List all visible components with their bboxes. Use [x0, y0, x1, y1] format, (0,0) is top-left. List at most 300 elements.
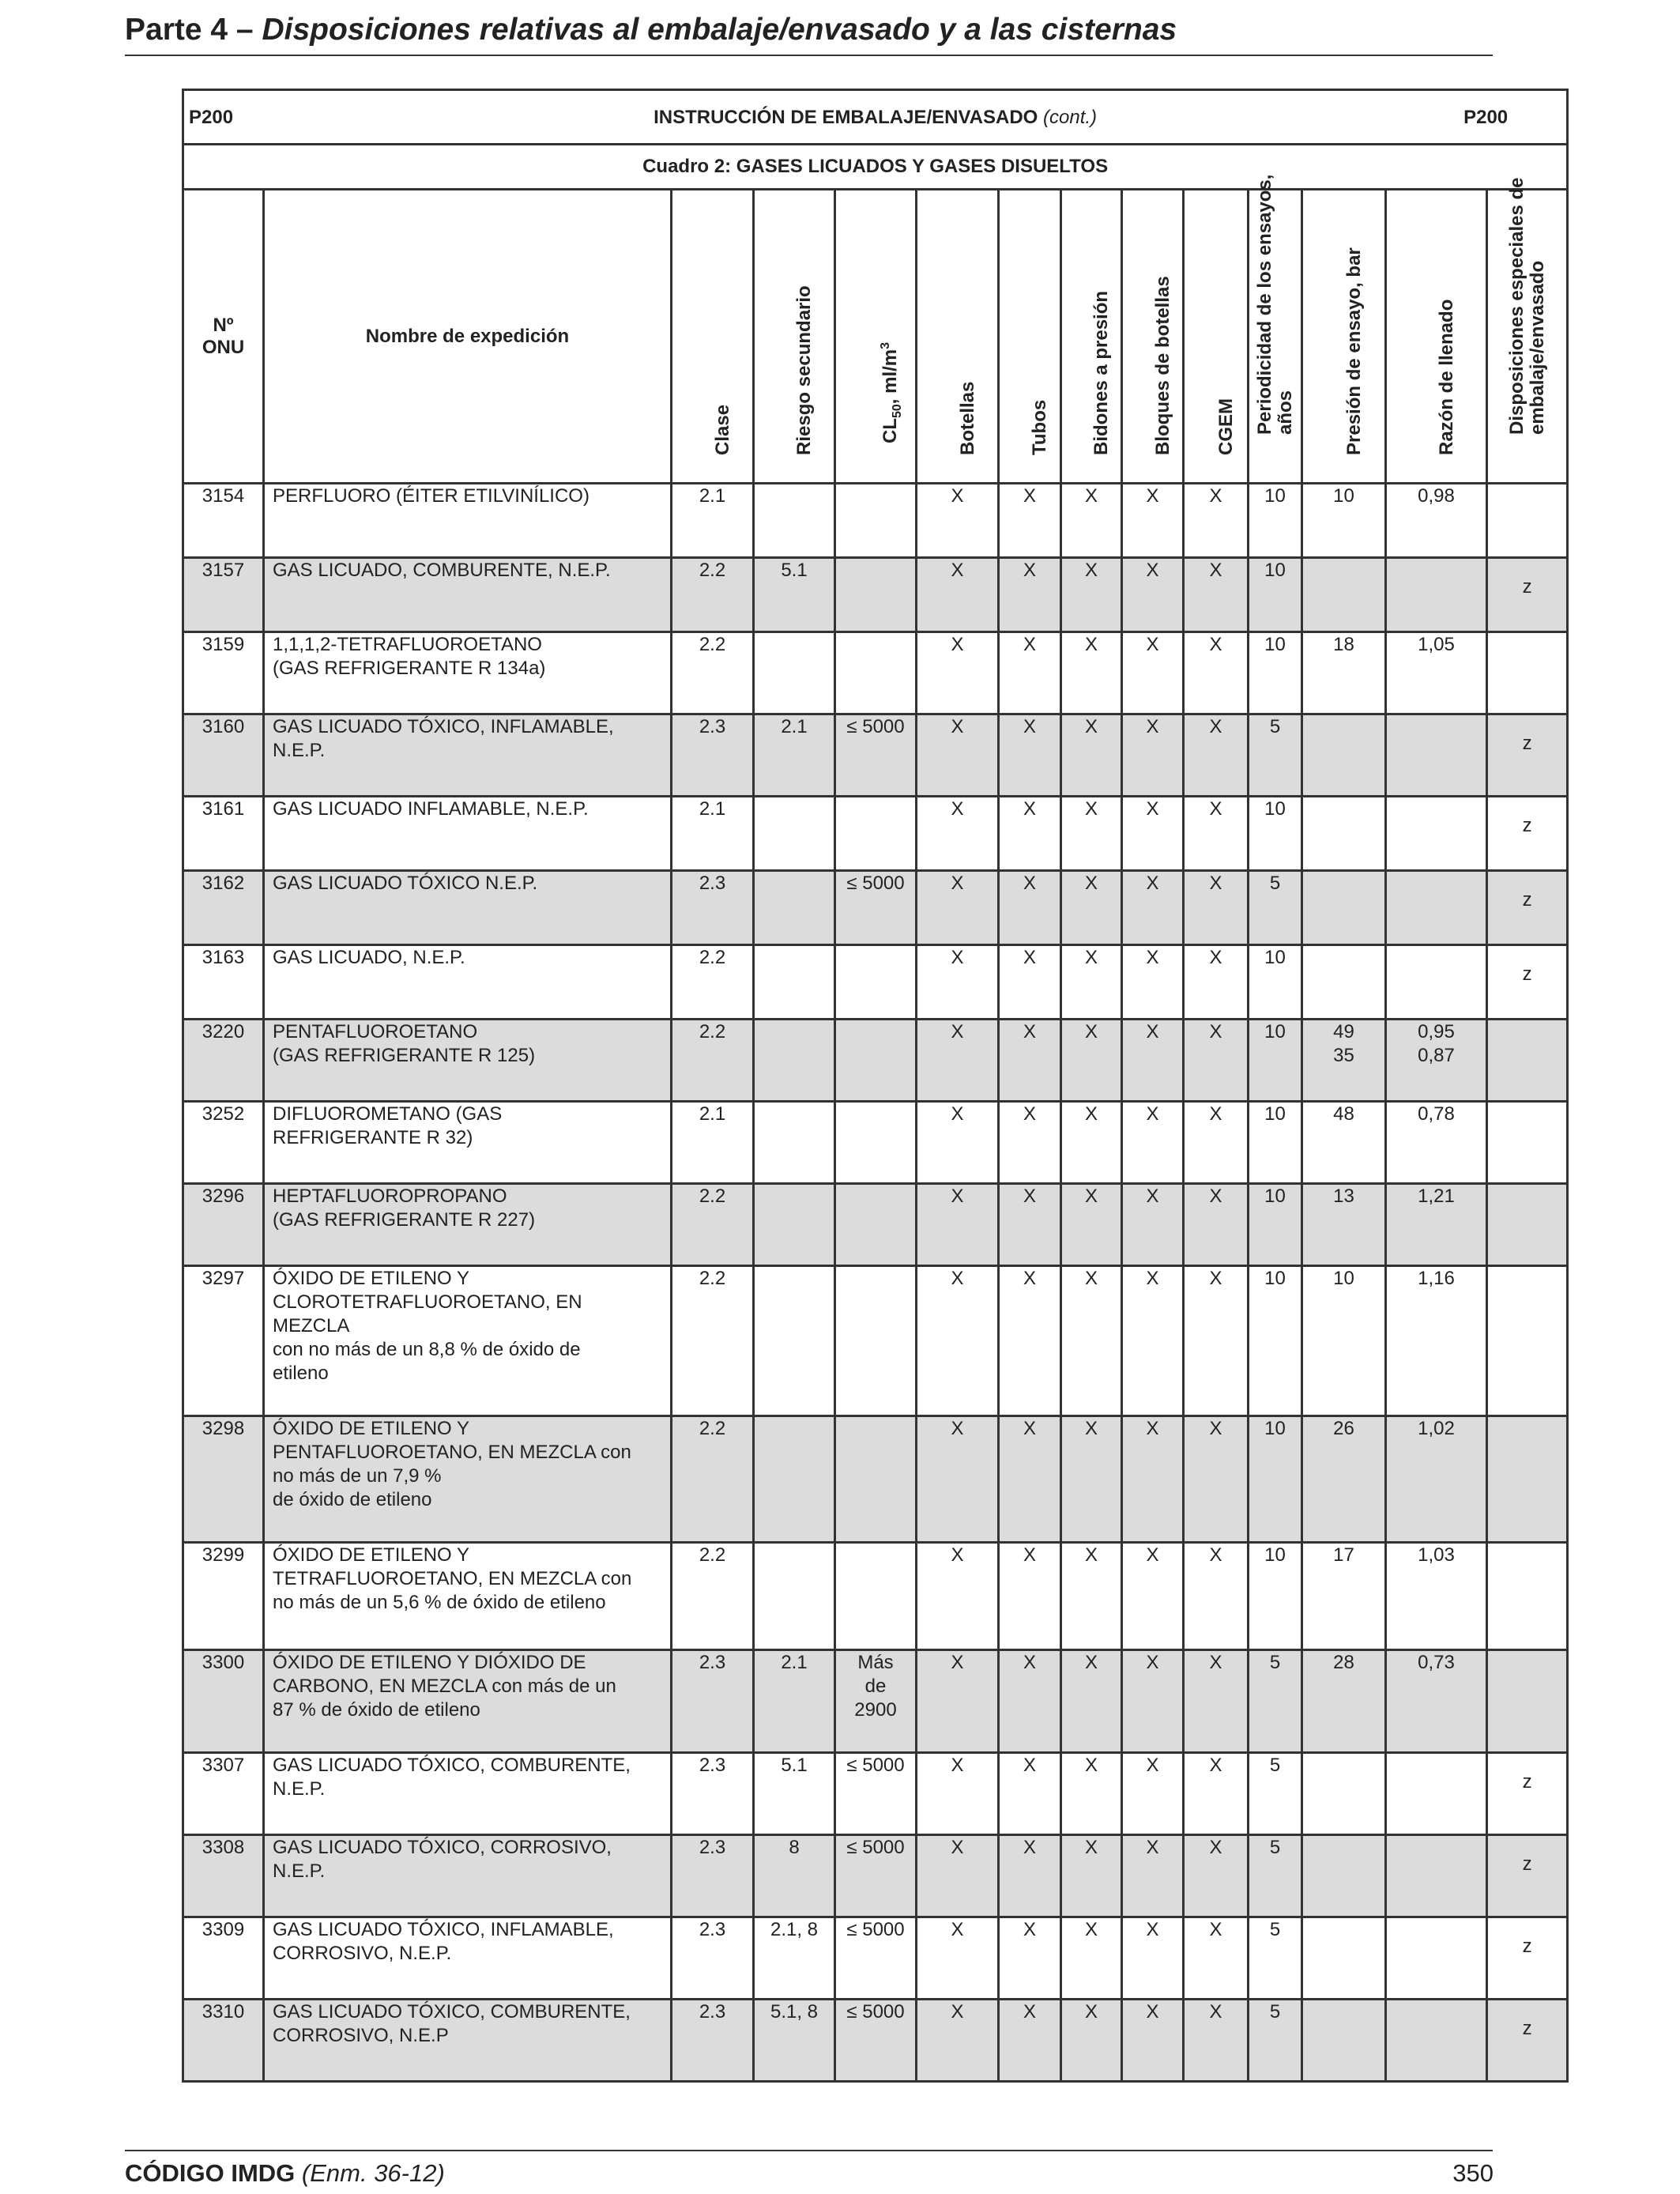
special-provisions-cell: [1487, 1543, 1568, 1650]
megc-cell: X: [1184, 797, 1249, 871]
lc50-cell-line: ≤ 5000: [846, 1919, 905, 1940]
un-number-cell: 3299: [183, 1543, 264, 1650]
class-cell: 2.2: [672, 558, 754, 632]
filling-ratio-cell: [1386, 1266, 1487, 1416]
subsidiary-risk-cell: [754, 871, 835, 945]
class-cell: 2.3: [672, 1753, 754, 1835]
shipping-name-cell-line: ÓXIDO DE ETILENO Y: [273, 1268, 469, 1289]
lc50-cell-line: 2900: [854, 1699, 897, 1721]
pressure-drums-cell: X: [1061, 1416, 1122, 1543]
filling-ratio-cell: [1386, 871, 1487, 945]
shipping-name-cell-line: GAS LICUADO TÓXICO, COMBURENTE,: [273, 2001, 631, 2022]
shipping-name-cell-line: GAS LICUADO TÓXICO, INFLAMABLE,: [273, 716, 614, 737]
lc50-cell: [835, 2000, 917, 2082]
table-title-cell: [183, 90, 1568, 145]
filling-ratio-cell-line: 1,21: [1418, 1186, 1455, 1207]
shipping-name-cell-line: no más de un 5,6 % de óxido de etileno: [273, 1592, 606, 1613]
table-row: [183, 1184, 1568, 1266]
cl50-main: CL: [880, 418, 901, 444]
test-period-cell: 5: [1249, 2000, 1302, 2082]
class-cell: 2.3: [672, 2000, 754, 2082]
megc-cell: X: [1184, 1917, 1249, 2000]
pressure-drums-cell: X: [1061, 1753, 1122, 1835]
shipping-name-cell-line: PERFLUORO (ÉITER ETILVINÍLICO): [273, 485, 590, 507]
lc50-cell: [835, 1266, 917, 1416]
shipping-name-cell-line: N.E.P.: [273, 1860, 326, 1882]
test-pressure-cell-line: 49: [1333, 1021, 1354, 1042]
table-row: [183, 2000, 1568, 2082]
pressure-drums-cell: X: [1061, 1917, 1122, 2000]
col-header-cgem-text: CGEM: [1215, 398, 1237, 455]
test-pressure-cell: [1302, 797, 1386, 871]
test-pressure-cell-line: 28: [1333, 1652, 1354, 1673]
shipping-name-cell: [264, 1835, 672, 1917]
col-header-tubos: [999, 190, 1061, 484]
un-number-cell: 3220: [183, 1020, 264, 1102]
lc50-cell-line: de: [864, 1676, 887, 1697]
cylinders-cell: X: [917, 1416, 999, 1543]
special-provisions-cell: z: [1487, 714, 1568, 797]
test-pressure-cell: [1302, 1917, 1386, 2000]
table-row: [183, 558, 1568, 632]
subsidiary-risk-cell: [754, 1102, 835, 1184]
col-header-onu-line2: ONU: [202, 336, 245, 358]
shipping-name-cell-line: (GAS REFRIGERANTE R 227): [273, 1209, 536, 1231]
subsidiary-risk-cell: [754, 1266, 835, 1416]
table-row: [183, 1835, 1568, 1917]
test-pressure-cell: [1302, 558, 1386, 632]
instruction-code-left: P200: [189, 107, 234, 128]
lc50-cell: [835, 1917, 917, 2000]
un-number-cell: 3296: [183, 1184, 264, 1266]
un-number-cell: 3297: [183, 1266, 264, 1416]
tubes-cell: X: [999, 945, 1061, 1020]
pressure-drums-cell: X: [1061, 1020, 1122, 1102]
test-period-cell: 5: [1249, 1917, 1302, 2000]
shipping-name-cell: [264, 558, 672, 632]
class-cell: 2.1: [672, 797, 754, 871]
cylinders-cell: X: [917, 1835, 999, 1917]
cylinders-cell: X: [917, 632, 999, 714]
special-provisions-cell: z: [1487, 945, 1568, 1020]
shipping-name-cell: [264, 1184, 672, 1266]
tubes-cell: X: [999, 1266, 1061, 1416]
table-row: [183, 1416, 1568, 1543]
tubes-cell: X: [999, 1753, 1061, 1835]
test-pressure-cell: [1302, 1184, 1386, 1266]
un-number-cell: 3159: [183, 632, 264, 714]
test-period-cell: 5: [1249, 714, 1302, 797]
class-cell: 2.3: [672, 1917, 754, 2000]
instruction-title: [184, 107, 1566, 129]
megc-cell: X: [1184, 484, 1249, 558]
footer-code-text: CÓDIGO IMDG: [125, 2159, 296, 2187]
header-rule: [125, 55, 1493, 56]
lc50-cell-line: ≤ 5000: [846, 873, 905, 894]
class-cell: 2.2: [672, 1184, 754, 1266]
filling-ratio-cell: [1386, 2000, 1487, 2082]
shipping-name-cell-line: TETRAFLUOROETANO, EN MEZCLA con: [273, 1568, 632, 1589]
bundles-cell: X: [1122, 1543, 1184, 1650]
megc-cell: X: [1184, 632, 1249, 714]
lc50-cell-line: ≤ 5000: [846, 716, 905, 737]
table-body: [183, 484, 1568, 2082]
col-header-periodicidad-line1: Periodicidad de los ensayos,: [1253, 174, 1275, 435]
filling-ratio-cell-line: 0,73: [1418, 1652, 1455, 1673]
cylinders-cell: X: [917, 1650, 999, 1753]
lc50-cell: [835, 1102, 917, 1184]
shipping-name-cell-line: no más de un 7,9 %: [273, 1465, 442, 1487]
test-pressure-cell: [1302, 632, 1386, 714]
tubes-cell: X: [999, 484, 1061, 558]
special-provisions-cell: z: [1487, 1835, 1568, 1917]
col-header-bidones: [1061, 190, 1122, 484]
bundles-cell: X: [1122, 1184, 1184, 1266]
shipping-name-cell: [264, 1917, 672, 2000]
column-header-row: [183, 190, 1568, 484]
tubes-cell: X: [999, 1835, 1061, 1917]
un-number-cell: 3157: [183, 558, 264, 632]
special-provisions-cell: z: [1487, 1917, 1568, 2000]
filling-ratio-cell: [1386, 1543, 1487, 1650]
pressure-drums-cell: X: [1061, 632, 1122, 714]
cylinders-cell: X: [917, 1917, 999, 2000]
tubes-cell: X: [999, 1650, 1061, 1753]
test-period-cell: 5: [1249, 871, 1302, 945]
lc50-cell: [835, 1835, 917, 1917]
header-title: Disposiciones relativas al embalaje/envasado y a las cisternas: [262, 13, 1177, 47]
shipping-name-cell-line: DIFLUOROMETANO (GAS: [273, 1103, 503, 1125]
col-header-bidones-text: Bidones a presión: [1090, 290, 1112, 455]
shipping-name-cell: [264, 632, 672, 714]
shipping-name-cell-line: N.E.P.: [273, 740, 326, 761]
filling-ratio-cell-line: 0,95: [1418, 1021, 1455, 1042]
table-row: [183, 871, 1568, 945]
megc-cell: X: [1184, 558, 1249, 632]
filling-ratio-cell: [1386, 1917, 1487, 2000]
test-period-cell: 10: [1249, 1184, 1302, 1266]
special-provisions-cell: [1487, 484, 1568, 558]
table-row: [183, 632, 1568, 714]
lc50-cell: [835, 1020, 917, 1102]
shipping-name-cell: [264, 1650, 672, 1753]
un-number-cell: 3309: [183, 1917, 264, 2000]
cylinders-cell: X: [917, 797, 999, 871]
subsidiary-risk-cell: [754, 797, 835, 871]
tubes-cell: X: [999, 1184, 1061, 1266]
test-pressure-cell-line: 17: [1333, 1544, 1354, 1566]
shipping-name-cell-line: GAS LICUADO TÓXICO, CORROSIVO,: [273, 1837, 612, 1858]
pressure-drums-cell: X: [1061, 1835, 1122, 1917]
shipping-name-cell-line: ÓXIDO DE ETILENO Y: [273, 1544, 469, 1566]
megc-cell: X: [1184, 1184, 1249, 1266]
filling-ratio-cell-line: 1,03: [1418, 1544, 1455, 1566]
col-header-onu-line1: Nº: [213, 314, 234, 336]
pressure-drums-cell: X: [1061, 2000, 1122, 2082]
filling-ratio-cell: [1386, 632, 1487, 714]
filling-ratio-cell: [1386, 1020, 1487, 1102]
cl50-sup: 3: [879, 342, 892, 350]
megc-cell: X: [1184, 1543, 1249, 1650]
class-cell: 2.2: [672, 1266, 754, 1416]
shipping-name-cell-line: CLOROTETRAFLUOROETANO, EN: [273, 1291, 582, 1313]
shipping-name-cell: [264, 714, 672, 797]
test-pressure-cell: [1302, 1266, 1386, 1416]
shipping-name-cell-line: PENTAFLUOROETANO: [273, 1021, 478, 1042]
special-provisions-cell: [1487, 1416, 1568, 1543]
bundles-cell: X: [1122, 714, 1184, 797]
test-pressure-cell-line: 10: [1333, 1268, 1354, 1289]
shipping-name-cell-line: ÓXIDO DE ETILENO Y: [273, 1418, 469, 1439]
test-pressure-cell: [1302, 484, 1386, 558]
un-number-cell: 3163: [183, 945, 264, 1020]
cylinders-cell: X: [917, 1753, 999, 1835]
pressure-drums-cell: X: [1061, 1650, 1122, 1753]
table-row: [183, 1650, 1568, 1753]
shipping-name-cell: [264, 797, 672, 871]
cylinders-cell: X: [917, 1266, 999, 1416]
bundles-cell: X: [1122, 558, 1184, 632]
test-pressure-cell-line: 18: [1333, 634, 1354, 655]
cylinders-cell: X: [917, 1102, 999, 1184]
un-number-cell: 3310: [183, 2000, 264, 2082]
tubes-cell: X: [999, 1020, 1061, 1102]
shipping-name-cell: [264, 1416, 672, 1543]
col-header-periodicidad: [1249, 174, 1302, 484]
shipping-name-cell-line: CORROSIVO, N.E.P.: [273, 1943, 452, 1964]
special-provisions-cell: [1487, 632, 1568, 714]
pressure-drums-cell: X: [1061, 1543, 1122, 1650]
test-period-cell: 10: [1249, 945, 1302, 1020]
test-pressure-cell: [1302, 945, 1386, 1020]
pressure-drums-cell: X: [1061, 1184, 1122, 1266]
shipping-name-cell-line: de óxido de etileno: [273, 1489, 432, 1510]
test-pressure-cell-line: 26: [1333, 1418, 1354, 1439]
table-row: [183, 484, 1568, 558]
shipping-name-cell-line: HEPTAFLUOROPROPANO: [273, 1186, 507, 1207]
lc50-cell: [835, 714, 917, 797]
shipping-name-cell-line: ÓXIDO DE ETILENO Y DIÓXIDO DE: [273, 1652, 586, 1673]
special-provisions-cell: z: [1487, 1753, 1568, 1835]
cylinders-cell: X: [917, 1184, 999, 1266]
col-header-razon-text: Razón de llenado: [1435, 299, 1457, 455]
test-pressure-cell-line: 10: [1333, 485, 1354, 507]
page-header: [125, 13, 1177, 47]
lc50-cell: [835, 1416, 917, 1543]
table-row: [183, 714, 1568, 797]
tubes-cell: X: [999, 1543, 1061, 1650]
special-provisions-cell: z: [1487, 2000, 1568, 2082]
class-cell: 2.2: [672, 945, 754, 1020]
test-period-cell: 10: [1249, 632, 1302, 714]
col-header-riesgo-text: Riesgo secundario: [793, 285, 815, 455]
lc50-cell: [835, 484, 917, 558]
pressure-drums-cell: X: [1061, 945, 1122, 1020]
lc50-cell: [835, 1543, 917, 1650]
cylinders-cell: X: [917, 945, 999, 1020]
subsidiary-risk-cell: [754, 1416, 835, 1543]
special-provisions-cell: z: [1487, 797, 1568, 871]
tubes-cell: X: [999, 558, 1061, 632]
un-number-cell: 3154: [183, 484, 264, 558]
test-period-cell: 10: [1249, 484, 1302, 558]
shipping-name-cell: [264, 1543, 672, 1650]
megc-cell: X: [1184, 2000, 1249, 2082]
filling-ratio-cell-line: 1,05: [1418, 634, 1455, 655]
class-cell: 2.1: [672, 1102, 754, 1184]
shipping-name-cell: [264, 945, 672, 1020]
filling-ratio-cell: [1386, 714, 1487, 797]
filling-ratio-cell-line: 0,87: [1418, 1045, 1455, 1066]
subsidiary-risk-cell: 2.1, 8: [754, 1917, 835, 2000]
shipping-name-cell-line: etileno: [273, 1363, 329, 1384]
cylinders-cell: X: [917, 484, 999, 558]
class-cell: 2.3: [672, 714, 754, 797]
test-period-cell: 10: [1249, 1543, 1302, 1650]
class-cell: 2.3: [672, 1835, 754, 1917]
col-header-periodicidad-line2: años: [1274, 390, 1296, 435]
filling-ratio-cell: [1386, 1835, 1487, 1917]
un-number-cell: 3252: [183, 1102, 264, 1184]
instruction-code-right: P200: [1463, 107, 1509, 128]
col-header-disp-line2: embalaje/envasado: [1526, 260, 1548, 435]
un-number-cell: 3160: [183, 714, 264, 797]
col-header-clase: [672, 190, 754, 484]
class-cell: 2.3: [672, 871, 754, 945]
table-subtitle: Cuadro 2: GASES LICUADOS Y GASES DISUELTOS: [183, 145, 1568, 190]
filling-ratio-cell: [1386, 484, 1487, 558]
table-row: [183, 1102, 1568, 1184]
tubes-cell: X: [999, 797, 1061, 871]
test-pressure-cell: [1302, 1835, 1386, 1917]
col-header-cl50-text: [876, 342, 908, 443]
test-period-cell: 10: [1249, 1266, 1302, 1416]
shipping-name-cell-line: PENTAFLUOROETANO, EN MEZCLA con: [273, 1442, 631, 1463]
test-pressure-cell: [1302, 1753, 1386, 1835]
table-row: [183, 1266, 1568, 1416]
col-header-onu: [183, 190, 264, 484]
col-header-botellas: [917, 190, 999, 484]
shipping-name-cell-line: REFRIGERANTE R 32): [273, 1127, 473, 1148]
bundles-cell: X: [1122, 484, 1184, 558]
col-header-presion: [1302, 190, 1386, 484]
filling-ratio-cell-line: 0,78: [1418, 1103, 1455, 1125]
header-part: Parte 4 –: [125, 13, 262, 47]
megc-cell: X: [1184, 1102, 1249, 1184]
cylinders-cell: X: [917, 2000, 999, 2082]
subsidiary-risk-cell: 2.1: [754, 714, 835, 797]
col-header-disp-line1: Disposiciones especiales de: [1505, 177, 1527, 435]
test-pressure-cell-line: 35: [1333, 1045, 1354, 1066]
cylinders-cell: X: [917, 1543, 999, 1650]
test-pressure-cell: [1302, 1416, 1386, 1543]
filling-ratio-cell-line: 0,98: [1418, 485, 1455, 507]
tubes-cell: X: [999, 1102, 1061, 1184]
lc50-cell: [835, 632, 917, 714]
subsidiary-risk-cell: [754, 1543, 835, 1650]
shipping-name-cell-line: (GAS REFRIGERANTE R 134a): [273, 658, 546, 679]
class-cell: 2.2: [672, 632, 754, 714]
shipping-name-cell: [264, 1266, 672, 1416]
shipping-name-cell-line: CORROSIVO, N.E.P: [273, 2025, 449, 2046]
lc50-cell-line: ≤ 5000: [846, 1755, 905, 1776]
bundles-cell: X: [1122, 1102, 1184, 1184]
pressure-drums-cell: X: [1061, 484, 1122, 558]
lc50-cell: [835, 871, 917, 945]
shipping-name-cell: [264, 1102, 672, 1184]
test-pressure-cell: [1302, 871, 1386, 945]
bundles-cell: X: [1122, 1020, 1184, 1102]
lc50-cell-line: ≤ 5000: [846, 2001, 905, 2022]
shipping-name-cell-line: GAS LICUADO TÓXICO, INFLAMABLE,: [273, 1919, 614, 1940]
bundles-cell: X: [1122, 797, 1184, 871]
shipping-name-cell-line: GAS LICUADO, COMBURENTE, N.E.P.: [273, 560, 611, 581]
test-pressure-cell: [1302, 2000, 1386, 2082]
special-provisions-cell: z: [1487, 558, 1568, 632]
filling-ratio-cell-line: 1,16: [1418, 1268, 1455, 1289]
shipping-name-cell: [264, 871, 672, 945]
filling-ratio-cell: [1386, 1416, 1487, 1543]
filling-ratio-cell: [1386, 558, 1487, 632]
test-pressure-cell: [1302, 1020, 1386, 1102]
bundles-cell: X: [1122, 1416, 1184, 1543]
test-period-cell: 5: [1249, 1650, 1302, 1753]
special-provisions-cell: [1487, 1020, 1568, 1102]
pressure-drums-cell: X: [1061, 1102, 1122, 1184]
test-period-cell: 10: [1249, 1020, 1302, 1102]
filling-ratio-cell-line: 1,02: [1418, 1418, 1455, 1439]
footer-code: [125, 2159, 445, 2188]
test-period-cell: 5: [1249, 1753, 1302, 1835]
lc50-cell: [835, 797, 917, 871]
col-header-cl50: [835, 190, 917, 484]
bundles-cell: X: [1122, 1650, 1184, 1753]
shipping-name-cell: [264, 484, 672, 558]
shipping-name-cell-line: GAS LICUADO INFLAMABLE, N.E.P.: [273, 798, 589, 820]
special-provisions-cell: [1487, 1102, 1568, 1184]
megc-cell: X: [1184, 871, 1249, 945]
shipping-name-cell-line: CARBONO, EN MEZCLA con más de un: [273, 1676, 616, 1697]
tubes-cell: X: [999, 632, 1061, 714]
col-header-botellas-text: Botellas: [956, 381, 978, 455]
shipping-name-cell-line: GAS LICUADO, N.E.P.: [273, 947, 465, 968]
table-row: [183, 1020, 1568, 1102]
un-number-cell: 3300: [183, 1650, 264, 1753]
lc50-cell: [835, 945, 917, 1020]
lc50-cell: [835, 1753, 917, 1835]
test-period-cell: 5: [1249, 1835, 1302, 1917]
table-row: [183, 945, 1568, 1020]
cylinders-cell: X: [917, 1020, 999, 1102]
tubes-cell: X: [999, 1917, 1061, 2000]
test-pressure-cell: [1302, 1650, 1386, 1753]
shipping-name-cell: [264, 1753, 672, 1835]
un-number-cell: 3298: [183, 1416, 264, 1543]
un-number-cell: 3162: [183, 871, 264, 945]
col-header-presion-text: Presión de ensayo, bar: [1343, 247, 1365, 455]
subsidiary-risk-cell: 8: [754, 1835, 835, 1917]
class-cell: 2.2: [672, 1020, 754, 1102]
col-header-name: Nombre de expedición: [264, 190, 672, 484]
shipping-name-cell-line: GAS LICUADO TÓXICO, COMBURENTE,: [273, 1755, 631, 1776]
subsidiary-risk-cell: [754, 945, 835, 1020]
filling-ratio-cell: [1386, 945, 1487, 1020]
subsidiary-risk-cell: 5.1: [754, 1753, 835, 1835]
subsidiary-risk-cell: [754, 632, 835, 714]
shipping-name-cell-line: GAS LICUADO TÓXICO N.E.P.: [273, 873, 538, 894]
subsidiary-risk-cell: 2.1: [754, 1650, 835, 1753]
col-header-bloques-text: Bloques de botellas: [1151, 276, 1173, 455]
